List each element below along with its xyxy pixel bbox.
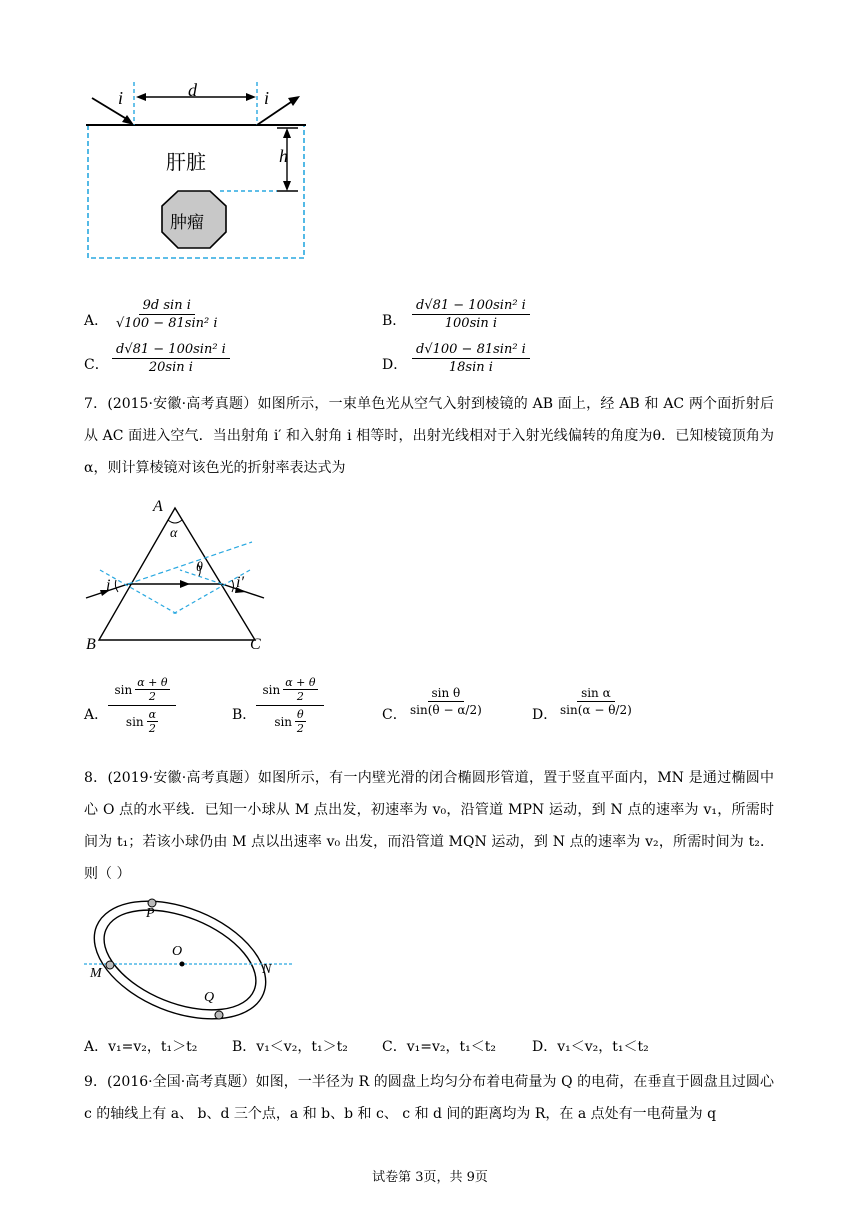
label-h: h xyxy=(279,146,288,166)
q6-option-c-expression xyxy=(112,342,230,375)
q6-option-a-letter: A． xyxy=(84,313,109,329)
q7-option-c-letter: C． xyxy=(382,707,407,723)
q8-option-b: B．v₁＜v₂，t₁＞t₂ xyxy=(232,1039,348,1055)
q7-a-num-top: α + θ xyxy=(137,676,168,689)
label-tumor: 肿瘤 xyxy=(170,213,204,233)
prism-label-alpha: α xyxy=(170,526,178,541)
q7-a-den-top: α xyxy=(148,708,157,721)
label-i-right: i xyxy=(264,88,270,108)
q6-option-c-letter: C． xyxy=(84,357,109,373)
q7-d-numerator: sin α xyxy=(577,686,615,702)
q7-option-a-expression xyxy=(108,676,176,735)
q7-a-num-pre: sin xyxy=(114,682,133,697)
ellipse-label-n: N xyxy=(262,962,272,977)
q6-option-b-letter: B． xyxy=(382,313,407,329)
q7-option-b-letter: B． xyxy=(232,707,257,723)
prism-label-i: i xyxy=(106,577,111,594)
prism-label-theta: θ xyxy=(196,560,203,575)
ellipse-label-o: O xyxy=(172,944,183,959)
q7-option-d-expression xyxy=(556,686,636,717)
q7-d-denominator: sin(α − θ/2) xyxy=(560,703,632,717)
question-9-text: 9．(2016·全国·高考真题）如图，一半径为 R 的圆盘上均匀分布着电荷量为 Q 的电荷，在垂直于圆盘且过圆心 c 的轴线上有 a、 b、d 三个点，a 和 b、b 和 c、 c 和 d 间的距离均为 R，在 a 点处有一电荷量为 q xyxy=(84,1074,774,1122)
q7-c-denominator: sin(θ − α/2) xyxy=(410,703,482,717)
q6-c-denominator: 20sin i xyxy=(148,360,193,375)
q6-c-numerator: d√81 − 100sin² i xyxy=(112,342,230,359)
q7-b-den-bot: 2 xyxy=(296,722,304,735)
q7-option-b-expression xyxy=(256,676,324,735)
q7-option-c-expression xyxy=(406,686,486,717)
q8-option-c: C．v₁=v₂，t₁＜t₂ xyxy=(382,1039,496,1055)
q6-d-numerator: d√100 − 81sin² i xyxy=(412,342,530,359)
q6-d-denominator: 18sin i xyxy=(448,360,493,375)
q7-c-numerator: sin θ xyxy=(428,686,465,702)
ellipse-label-m: M xyxy=(90,966,102,981)
prism-label-i-prime: i′ xyxy=(236,574,244,591)
q6-option-d-letter: D． xyxy=(382,357,408,373)
prism-label-c: C xyxy=(250,636,261,653)
q7-a-num-bot: 2 xyxy=(148,690,156,703)
page-footer: 试卷第 3页，共 9页 xyxy=(372,1170,488,1185)
ellipse-tube-figure xyxy=(80,888,300,1028)
q7-a-den-bot: 2 xyxy=(148,722,156,735)
q7-option-d-letter: D． xyxy=(532,707,558,723)
q7-b-num-top: α + θ xyxy=(285,676,316,689)
prism-label-a: A xyxy=(153,498,163,515)
q8-option-d: D．v₁＜v₂，t₁＜t₂ xyxy=(532,1039,649,1055)
q7-a-den-pre: sin xyxy=(125,714,144,729)
q6-option-a-expression xyxy=(112,298,222,331)
question-8-text: 8．(2019·安徽·高考真题）如图所示，有一内壁光滑的闭合椭圆形管道，置于竖直平面内，MN 是通过椭圆中心 O 点的水平线．已知一小球从 M 点出发，初速率为 v₀，沿管道 MPN 运动，到 N 点的速率为 v₁，所需时间为 t₁；若该小球仍由 M 点以出速率 v₀ 出发，而沿管道 MQN 运动，到 N 点的速率为 v₂，所需时间为 t₂．则（ ） xyxy=(84,770,774,882)
ellipse-label-q: Q xyxy=(204,990,215,1005)
q6-a-denominator: √100 − 81sin² i xyxy=(116,316,218,331)
q8-option-a: A．v₁=v₂，t₁＞t₂ xyxy=(84,1039,198,1055)
q6-option-b-expression xyxy=(412,298,530,331)
q6-option-d-expression xyxy=(412,342,530,375)
q6-b-numerator: d√81 − 100sin² i xyxy=(412,298,530,315)
prism-label-b: B xyxy=(86,636,96,653)
q7-b-den-pre: sin xyxy=(274,714,293,729)
question-7-text: 7．(2015·安徽·高考真题）如图所示，一束单色光从空气入射到棱镜的 AB 面上，经 AB 和 AC 两个面折射后从 AC 面进入空气．当出射角 i′ 和入射角 i 相等时，出射光线相对于入射光线偏转的角度为θ．已知棱镜顶角为α，则计算棱镜对该色光的折射率表达式为 xyxy=(84,396,774,476)
label-d: d xyxy=(188,80,197,100)
label-liver: 肝脏 xyxy=(166,150,206,174)
label-i-left: i xyxy=(118,88,124,108)
q6-a-numerator: 9d sin i xyxy=(139,298,195,315)
q7-b-num-bot: 2 xyxy=(296,690,304,703)
q7-option-a-letter: A． xyxy=(84,707,109,723)
q6-b-denominator: 100sin i xyxy=(444,316,498,331)
ellipse-label-p: P xyxy=(146,906,155,921)
q7-b-num-pre: sin xyxy=(262,682,281,697)
q7-b-den-top: θ xyxy=(297,708,304,721)
